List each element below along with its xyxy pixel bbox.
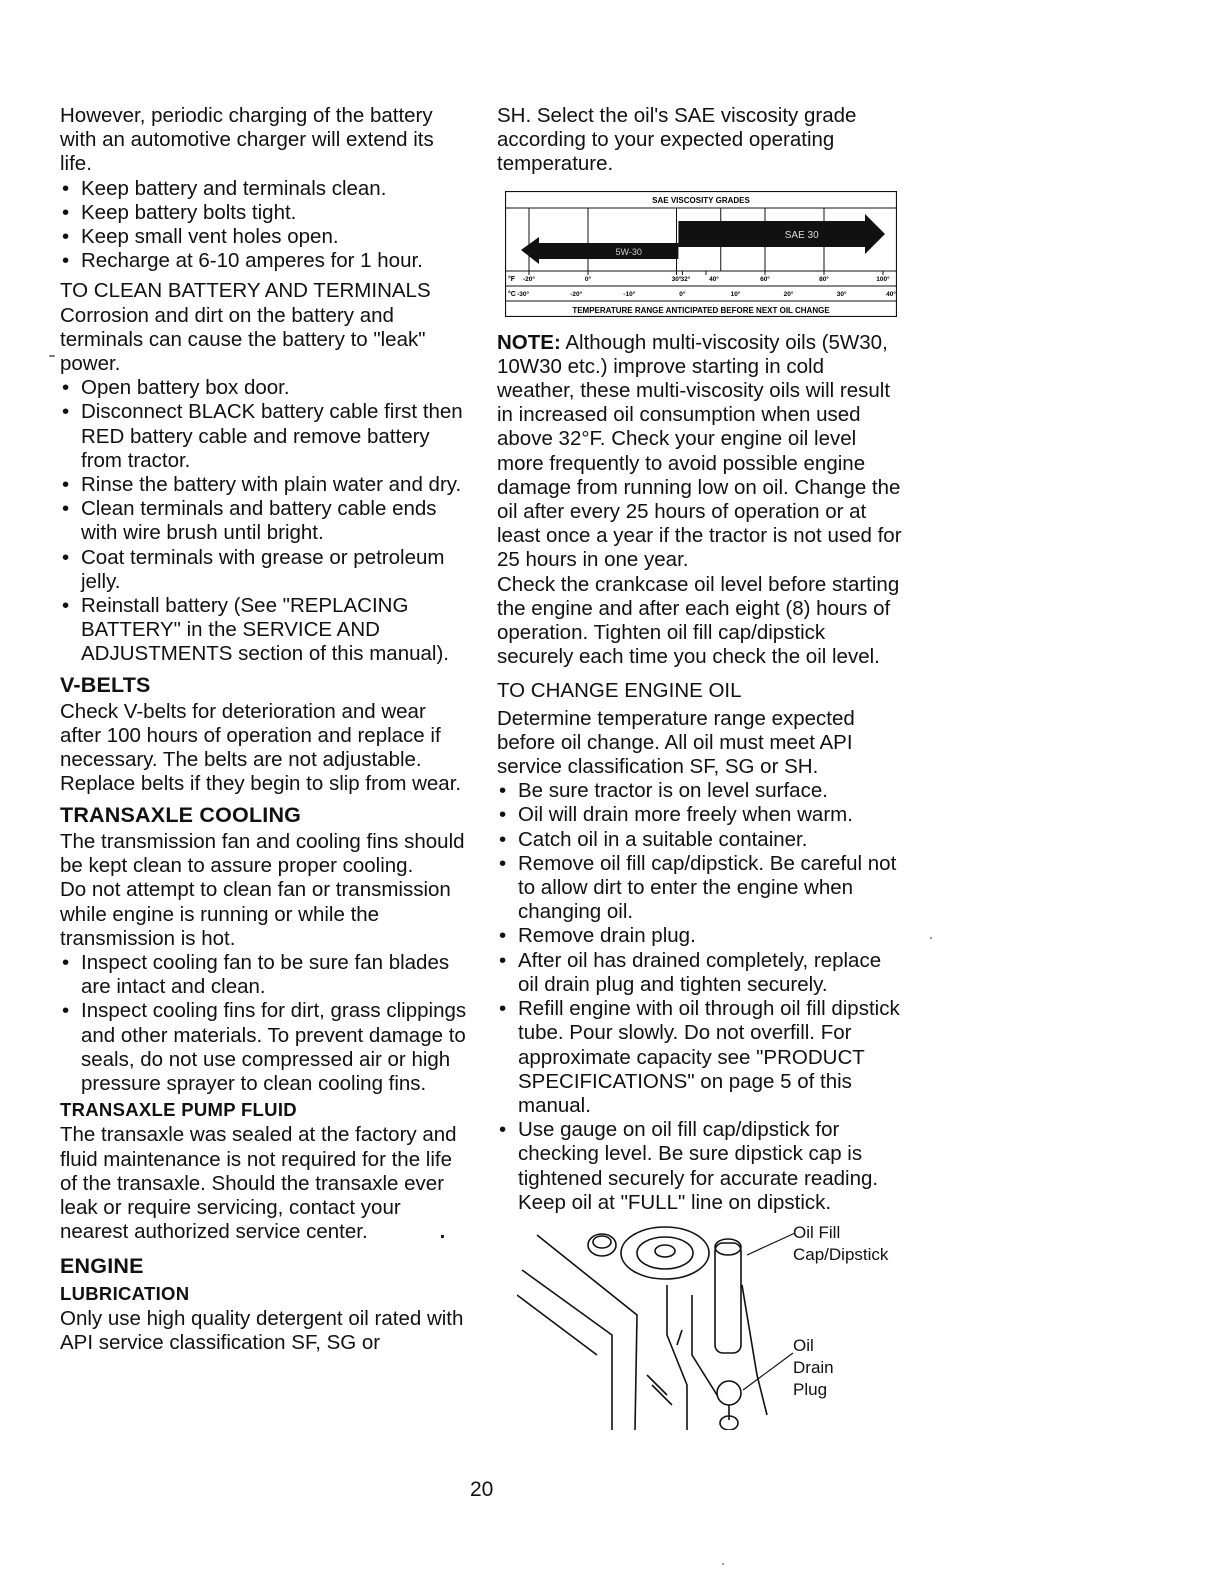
margin-speck: [722, 1563, 724, 1565]
drain-callout-line: [743, 1353, 793, 1390]
pump-fluid-heading: TRANSAXLE PUMP FLUID: [60, 1099, 297, 1121]
list-item: • Catch oil in a suitable container.: [497, 828, 907, 852]
c-tick-label: 0°: [679, 290, 686, 298]
list-item: • Coat terminals with grease or petroleum jelly.: [60, 546, 470, 594]
change-oil-heading: TO CHANGE ENGINE OIL: [497, 679, 742, 703]
list-item: • Keep battery bolts tight.: [60, 201, 470, 225]
cooling-steps: [60, 951, 470, 1096]
margin-mark: [49, 355, 55, 357]
page-number: 20: [470, 1478, 494, 1501]
engine-heading: ENGINE: [60, 1254, 144, 1279]
list-item: • Rinse the battery with plain water and dry.: [60, 473, 470, 497]
f-tick-label: 100°: [876, 275, 890, 283]
list-item: • Disconnect BLACK battery cable first then RED battery cable and remove battery from tractor.: [60, 400, 470, 473]
list-item: • Reinstall battery (See "REPLACING BATTERY" in the SERVICE AND ADJUSTMENTS section of this manual).: [60, 594, 470, 667]
note-label: NOTE:: [497, 330, 561, 354]
list-item: • Refill engine with oil through oil fill dipstick tube. Pour slowly. Do not overfill. For approximate capacity see "PRODUCT SPECIFICATIONS" on page 5 of this manual.: [497, 997, 907, 1118]
change-oil-intro: Determine temperature range expected before oil change. All oil must meet API service classification SF, SG or SH.: [497, 706, 855, 779]
battery-intro: However, periodic charging of the battery with an automotive charger will extend its life.: [60, 104, 434, 176]
drain-valve: [717, 1381, 741, 1405]
c-tick-label: -30°: [517, 290, 530, 298]
list-item: • Clean terminals and battery cable ends with wire brush until bright.: [60, 497, 470, 545]
note-paragraph: [497, 331, 907, 573]
chart-x-label: TEMPERATURE RANGE ANTICIPATED BEFORE NEXT OIL CHANGE: [572, 305, 830, 315]
sae-viscosity-chart: [505, 191, 897, 317]
vbelts-text: Check V-belts for deterioration and wear after 100 hours of operation and replace if necessary. The belts are not adjustable. Replace belts if they begin to slip from wear.: [60, 699, 462, 796]
list-item: • Open battery box door.: [60, 376, 470, 400]
oil-fill-cap-icon: [588, 1234, 616, 1256]
margin-speck: [930, 937, 932, 939]
list-item: • Use gauge on oil fill cap/dipstick for checking level. Be sure dipstick cap is tightened securely for accurate reading. Keep oil at "FULL" line on dipstick.: [497, 1118, 907, 1215]
cooling-paragraph-2: Do not attempt to clean fan or transmission while engine is running or while the transmission is hot.: [60, 878, 451, 950]
check-oil-text: Check the crankcase oil level before starting the engine and after each eight (8) hours of operation. Tighten oil fill cap/dipstick securely each time you check the oil level.: [497, 572, 900, 669]
pump-fluid-text: The transaxle was sealed at the factory and fluid maintenance is not required for the life of the transaxle. Should the transaxle ever leak or require servicing, contact your nearest authorized service center. .: [60, 1123, 457, 1244]
c-tick-label: 10°: [730, 290, 741, 298]
celsius-unit: °C: [508, 290, 516, 298]
oil-fill-label: Oil Fill Cap/Dipstick: [793, 1222, 889, 1264]
c-tick-label: -20°: [570, 290, 583, 298]
c-tick-label: 30°: [836, 290, 847, 298]
f-tick-label: 32°: [680, 275, 691, 283]
viscosity-chart-svg: [505, 191, 897, 317]
battery-tips-list: [60, 177, 470, 274]
list-item: • Keep small vent holes open.: [60, 225, 470, 249]
left-column: [60, 104, 470, 1355]
bar-5w-30-label: 5W-30: [615, 246, 642, 257]
bar-sae-30-label: SAE 30: [784, 229, 819, 241]
note-text: Although multi-viscosity oils (5W30, 10W30 etc.) improve starting in cold weather, these multi-viscosity oils will result in increased oil consumption when used above 32°F. Check your engine oil level more frequently to avoid possible engine damage from running low on oil. Change the oil after every 25 hours of operation or at least once a year if the tractor is not used for 25 hours in one year.: [497, 330, 902, 572]
lubrication-text: Only use high quality detergent oil rated with API service classification SF, SG or: [60, 1306, 464, 1354]
list-item: • Remove oil fill cap/dipstick. Be careful not to allow dirt to enter the engine when changing oil.: [497, 852, 907, 925]
f-tick-label: 40°: [709, 275, 719, 283]
transaxle-cooling-heading: TRANSAXLE COOLING: [60, 802, 302, 827]
f-tick-label: 80°: [819, 275, 829, 283]
list-item: • Inspect cooling fan to be sure fan blades are intact and clean.: [60, 951, 470, 999]
list-item: • Recharge at 6-10 amperes for 1 hour.: [60, 249, 470, 273]
list-item: • Keep battery and terminals clean.: [60, 177, 470, 201]
engine-illustration: [517, 1225, 797, 1430]
c-tick-label: -10°: [623, 290, 636, 298]
c-tick-label: 40°: [886, 290, 896, 298]
clean-battery-heading: TO CLEAN BATTERY AND TERMINALS: [60, 279, 431, 303]
oil-drain-label: Oil Drain Plug: [793, 1335, 834, 1399]
f-tick-label: 60°: [760, 275, 770, 283]
lubrication-heading: LUBRICATION: [60, 1282, 190, 1304]
chart-title: SAE VISCOSITY GRADES: [652, 195, 750, 205]
change-oil-steps: [497, 779, 907, 1215]
list-item: • After oil has drained completely, replace oil drain plug and tighten securely.: [497, 949, 907, 997]
vbelts-heading: V-BELTS: [60, 672, 151, 697]
c-tick-label: 20°: [783, 290, 794, 298]
dipstick-tube: [715, 1243, 741, 1353]
engine-block-edge: [537, 1235, 637, 1430]
f-tick-label: -20°: [523, 275, 535, 283]
list-item: • Oil will drain more freely when warm.: [497, 803, 907, 827]
list-item: • Inspect cooling fins for dirt, grass clippings and other materials. To prevent damage to seals, do not use compressed air or high pressure sprayer to clean cooling fins.: [60, 999, 470, 1096]
lubrication-continued: SH. Select the oil's SAE viscosity grade according to your expected operating temperature.: [497, 104, 857, 176]
clean-battery-intro: Corrosion and dirt on the battery and terminals can cause the battery to "leak" power.: [60, 303, 426, 376]
fill-callout-line: [747, 1233, 795, 1255]
right-column: [497, 104, 907, 1430]
list-item: • Be sure tractor is on level surface.: [497, 779, 907, 803]
f-tick-label: 30°: [671, 275, 682, 283]
engine-oil-figure: [497, 1222, 907, 1430]
cooling-paragraph-1: The transmission fan and cooling fins should be kept clean to assure proper cooling.: [60, 829, 465, 878]
list-item: • Remove drain plug.: [497, 924, 907, 948]
clean-battery-steps: [60, 376, 470, 666]
fahrenheit-unit: °F: [508, 275, 516, 283]
f-tick-label: 0°: [584, 275, 592, 283]
